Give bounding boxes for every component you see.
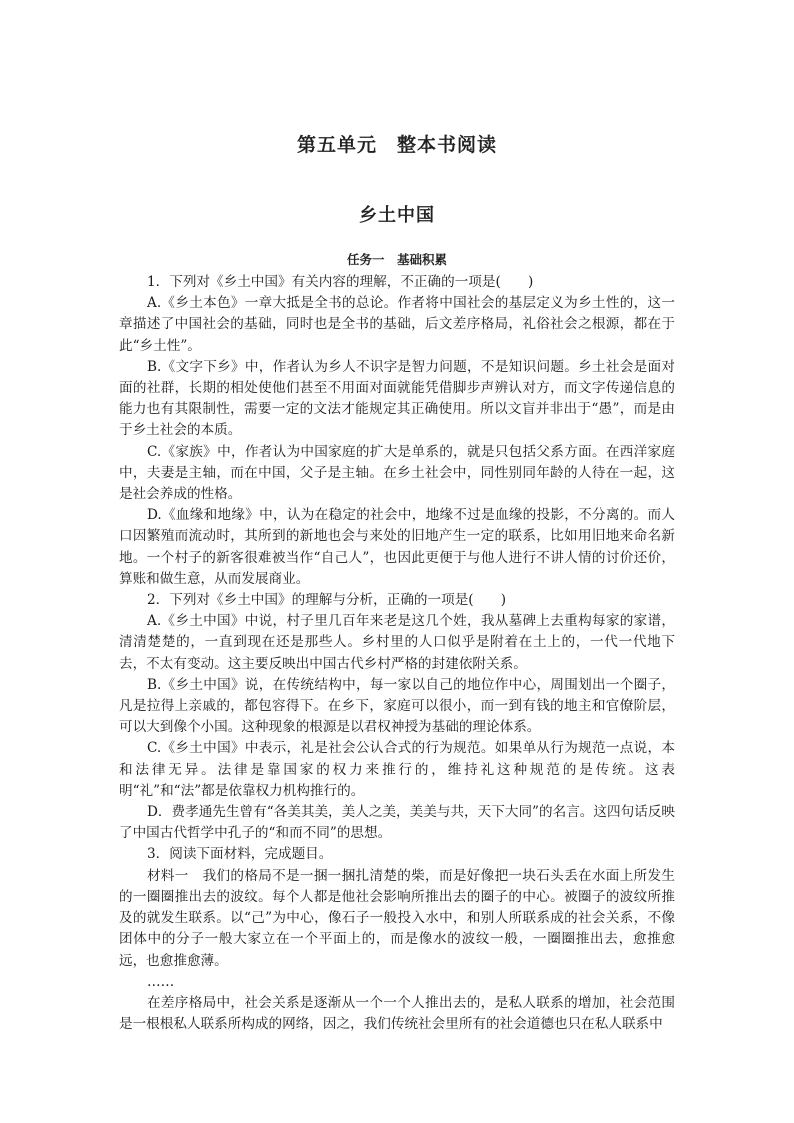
question-1-option-b: B.《文字下乡》中，作者认为乡人不识字是智力问题，不是知识问题。乡土社会是面对面的社群，长期的相处使他们甚至不用面对面就能凭借脚步声辨认对方，而文字传递信息的能力也有其限制性，需要一定的文法才能规定其正确使用。所以文盲并非出于“愚”，而是由于乡土社会的本质。 [119,358,675,439]
unit-title: 第五单元 整本书阅读 [296,134,497,156]
question-1-option-d: D.《血缘和地缘》中，认为在稳定的社会中，地缘不过是血缘的投影，不分离的。而人口因繁殖而流动时，其所到的新地也会与来处的旧地产生一定的联系，比如用旧地来命名新地。一个村子的新客很难被当作“自己人”，也因此更便于与他人进行不讲人情的讨价还价，算账和做生意，从而发展商业。 [119,507,675,587]
question-2-stem: 2．下列对《乡土中国》的理解与分析，正确的一项是( ) [147,592,507,609]
question-2-option-c: C.《乡土中国》中表示，礼是社会公认合式的行为规范。如果单从行为规范一点说，本和法律无异。法律是靠国家的权力来推行的，维持礼这种规范的是传统。这表明“礼”和“法”都是依靠权力机构推行的。 [119,740,675,799]
ellipsis: …… [147,973,175,990]
book-title: 乡土中国 [359,205,435,226]
task-title: 任务一 基础积累 [346,252,447,267]
question-2-option-a: A.《乡土中国》中说，村子里几百年来老是这几个姓，我从墓碑上去重构每家的家谱，清清楚楚的，一直到现在还是那些人。乡村里的人口似乎是附着在土上的，一代一代地下去，不太有变动。这主要反映出中国古代乡村严格的封建依附关系。 [119,613,675,672]
question-2-option-d: D．费孝通先生曾有“各美其美，美人之美，美美与共，天下大同”的名言。这四句话反映了中国古代哲学中孔子的“和而不同”的思想。 [119,804,675,842]
question-1-option-c: C.《家族》中，作者认为中国家庭的扩大是单系的，就是只包括父系方面。在西洋家庭中，夫妻是主轴，而在中国，父子是主轴。在乡土社会中，同性别同年龄的人待在一起，这是社会养成的性格。 [119,443,675,503]
question-3-stem: 3．阅读下面材料，完成题目。 [147,846,333,863]
question-1-stem: 1．下列对《乡土中国》有关内容的理解，不正确的一项是( ) [147,274,534,290]
question-1-option-a: A.《乡土本色》一章大抵是全书的总论。作者将中国社会的基层定义为乡土性的，这一章描述了中国社会的基础，同时也是全书的基础，后文差序格局，礼俗社会之根源，都在于此“乡土性”。 [119,295,675,354]
material-1-paragraph: 材料一 我们的格局不是一捆一捆扎清楚的柴，而是好像把一块石头丢在水面上所发生的一圈圈推出去的波纹。每个人都是他社会影响所推出去的圈子的中心。被圈子的波纹所推及的就发生联系。以“己”为中心，像石子一般投入水中，和别人所联系成的社会关系，不像团体中的分子一般大家立在一个平面上的，而是像水的波纹一般，一圈圈推出去，愈推愈远，也愈推愈薄。 [119,867,675,969]
material-1-continued-paragraph: 在差序格局中，社会关系是逐渐从一个一个人推出去的，是私人联系的增加，社会范围是一根根私人联系所构成的网络，因之，我们传统社会里所有的社会道德也只在私人联系中 [119,994,675,1033]
question-2-option-b: B.《乡土中国》说，在传统结构中，每一家以自己的地位作中心，周围划出一个圈子，凡是拉得上亲戚的，都包容得下。在乡下，家庭可以很小，而一到有钱的地主和官僚阶层，可以大到像个小国。这种现象的根源是以君权神授为基础的理论体系。 [119,676,675,736]
document-body [119,272,675,1035]
